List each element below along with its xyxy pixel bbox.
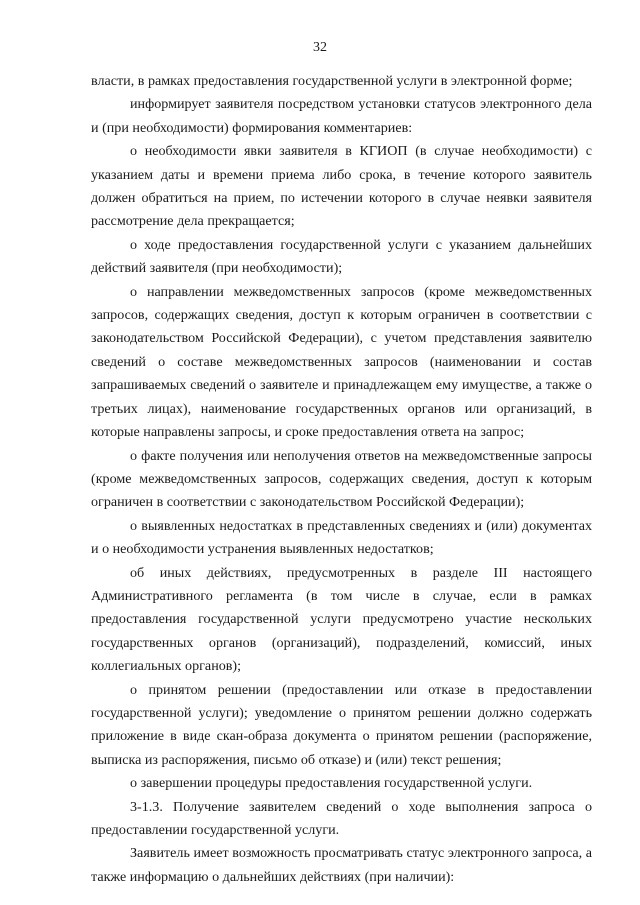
paragraph: о необходимости явки заявителя в КГИОП (в случае необходимости) с указанием даты и времени приема либо срока, в течение которого заявитель должен обратиться на прием, по истечении которого в случае неявки заявителя рассмотрение дела прекращается; — [91, 143, 592, 230]
paragraph: о выявленных недостатках в представленных сведениях и (или) документах и о необходимости устранения выявленных недостатков; — [91, 517, 592, 558]
paragraph: власти, в рамках предоставления государственной услуги в электронной форме; — [91, 73, 573, 89]
page-number: 32 — [313, 40, 327, 55]
paragraph: о принятом решении (предоставлении или отказе в предоставлении государственной услуги); уведомление о принятом решении должно содержать приложение в виде скан-образа документа о принятом решении (распоряжение, выписка из распоряжения, письмо об отказе) и (или) текст решения; — [91, 681, 592, 768]
paragraph: о направлении межведомственных запросов (кроме межведомственных запросов, содержащих сведения, доступ к которым ограничен в соответствии с законодательством Российской Федерации), с учетом представления заявителю сведений о составе межведомственных запросов (наименовании и состав запрашиваемых сведений о заявителе и принадлежащем ему имуществе, а также о третьих лицах), наименование государственных органов или организаций, в которые направлены запросы, и сроке предоставления ответа на запрос; — [91, 283, 592, 441]
paragraph: Заявитель имеет возможность просматривать статус электронного запроса, а также информацию о дальнейших действиях (при наличии): — [91, 845, 592, 885]
document-body — [91, 70, 592, 889]
paragraph: информирует заявителя посредством установки статусов электронного дела и (при необходимости) формирования комментариев: — [91, 96, 592, 136]
paragraph: об иных действиях, предусмотренных в разделе III настоящего Административного регламента (в том числе в случае, если в рамках предоставления государственной услуги предусмотрено участие нескольких государственных органов (организаций), подразделений, комиссий, иных коллегиальных органов); — [91, 564, 592, 675]
section-heading-paragraph: 3-1.3. Получение заявителем сведений о ходе выполнения запроса о предоставлении государственной услуги. — [91, 798, 592, 838]
paragraph: о завершении процедуры предоставления государственной услуги. — [130, 775, 533, 792]
paragraph: о факте получения или неполучения ответов на межведомственные запросы (кроме межведомственных запросов, содержащих сведения, доступ к которым ограничен в соответствии с законодательством Российской Федерации); — [91, 447, 592, 511]
paragraph: о ходе предоставления государственной услуги с указанием дальнейших действий заявителя (при необходимости); — [91, 236, 592, 277]
